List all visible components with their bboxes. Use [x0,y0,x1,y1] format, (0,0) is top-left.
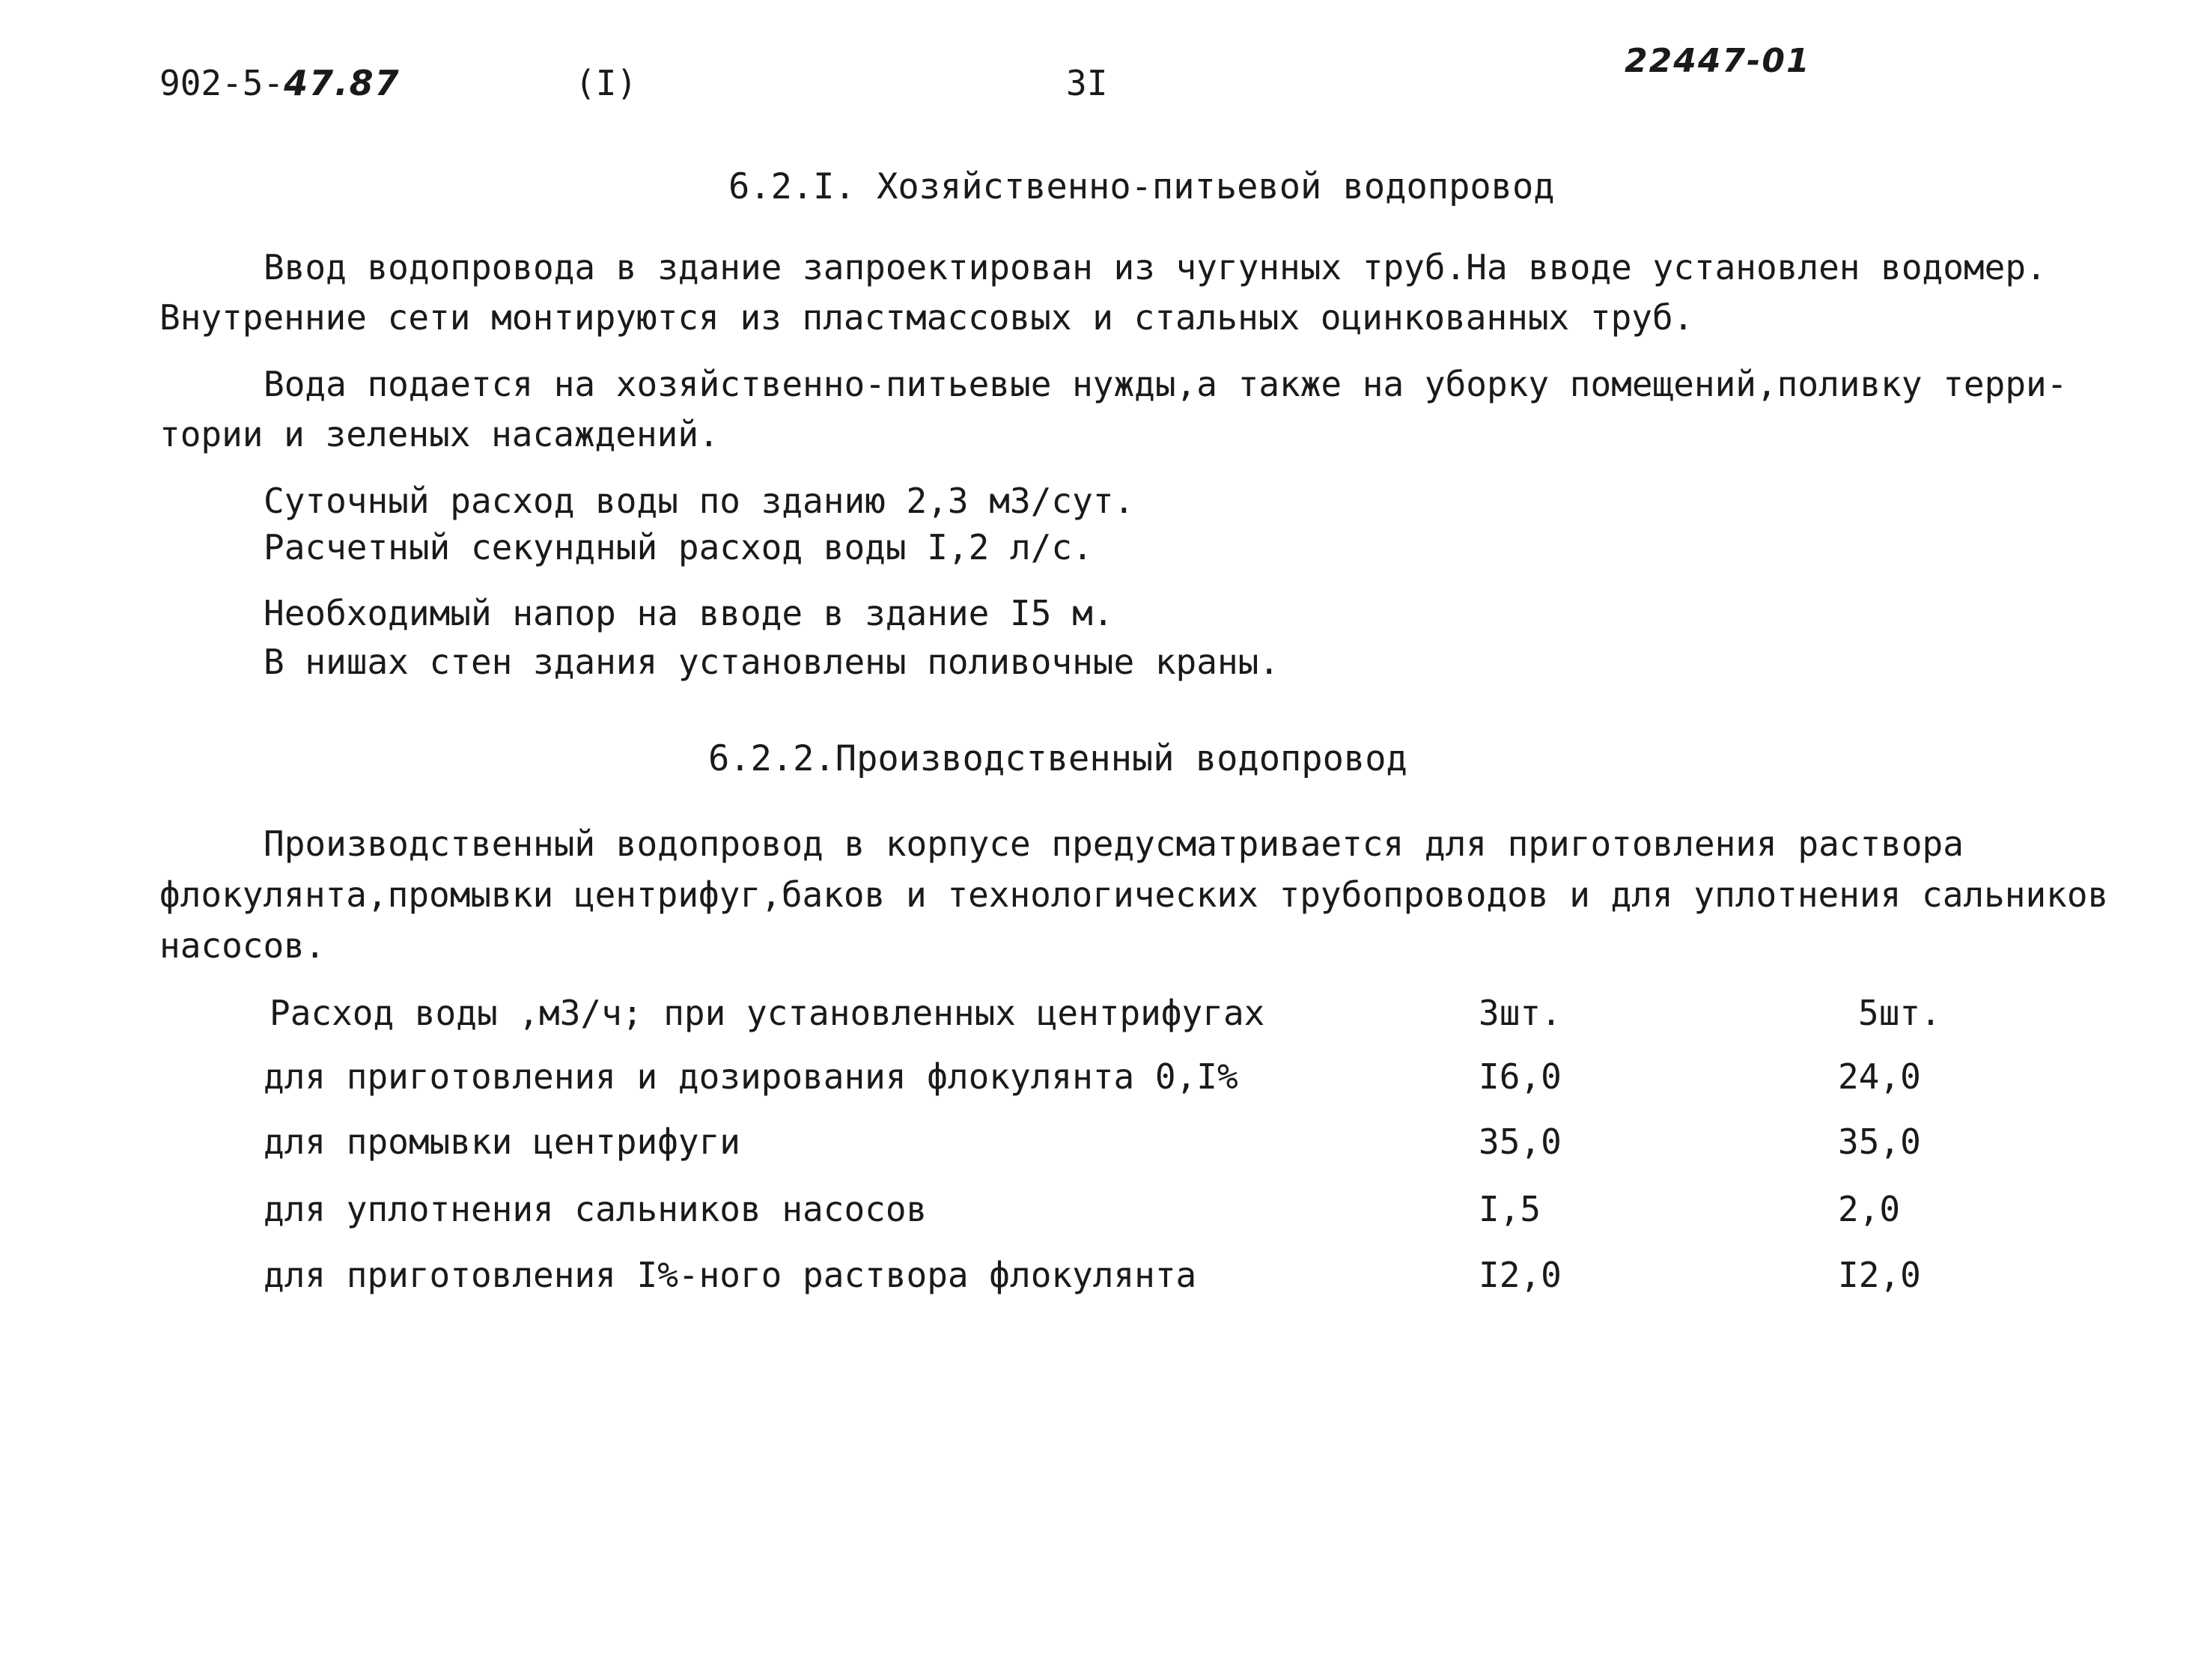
part-number: (I) [575,63,638,103]
archive-number-handwritten: 22447-01 [1625,42,1811,80]
table-row-label: для приготовления I%-ного раствора флокулянта [264,1255,1197,1295]
paragraph-line: насосов. [159,925,326,966]
table-row-value-5: 35,0 [1838,1121,1921,1162]
page-number: 3I [1066,63,1108,103]
table-row-label: для промывки центрифуги [264,1121,740,1162]
table-header-col-3: 3шт. [1479,993,1562,1033]
section-title-6-2-1: 6.2.I. Хозяйственно-питьевой водопровод [728,166,1555,207]
document-code-handwritten: 47.87 [284,63,401,103]
table-row-value-5: 2,0 [1838,1189,1901,1229]
table-row-value-3: I,5 [1479,1189,1541,1229]
paragraph-line: флокулянта,промывки центрифуг,баков и технологических трубопроводов и для уплотнения сальников [159,874,2109,915]
document-code [159,63,401,103]
design-flow-line: Расчетный секундный расход воды I,2 л/с. [264,527,1093,567]
table-row-value-5: I2,0 [1838,1255,1921,1295]
table-row-value-5: 24,0 [1838,1056,1921,1097]
table-row-label: для уплотнения сальников насосов [264,1189,928,1229]
paragraph-line: Ввод водопровода в здание запроектирован из чугунных труб.На вводе установлен водомер. [264,247,2047,287]
paragraph-line: Вода подается на хозяйственно-питьевые нужды,а также на уборку помещений,поливку терри- [264,364,2068,404]
hydrants-line: В нишах стен здания установлены поливочные краны. [264,642,1280,682]
table-row-value-3: 35,0 [1479,1121,1562,1162]
table-header-label: Расход воды ,м3/ч; при установленных центрифугах [270,993,1265,1033]
paragraph-line: тории и зеленых насаждений. [159,414,719,454]
document-code-printed: 902-5- [159,63,284,103]
daily-flow-line: Суточный расход воды по зданию 2,3 м3/сут. [264,481,1135,521]
table-row-label: для приготовления и дозирования флокулянта 0,I% [264,1056,1238,1097]
section-title-6-2-2: 6.2.2.Производственный водопровод [708,738,1407,779]
table-row-value-3: I6,0 [1479,1056,1562,1097]
table-row-value-3: I2,0 [1479,1255,1562,1295]
pressure-line: Необходимый напор на вводе в здание I5 м. [264,593,1114,633]
paragraph-line: Внутренние сети монтируются из пластмассовых и стальных оцинкованных труб. [159,297,1694,338]
table-header-col-5: 5шт. [1858,993,1941,1033]
paragraph-line: Производственный водопровод в корпусе предусматривается для приготовления раствора [264,824,1964,864]
